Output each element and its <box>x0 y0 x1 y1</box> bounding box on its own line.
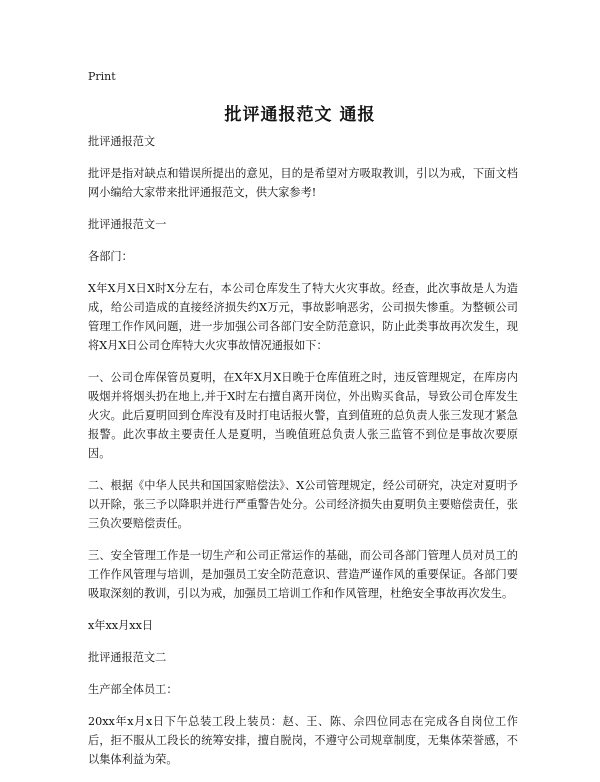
paragraph-point-one: 一、公司仓库保管员夏明，在X年X月X日晚于仓库值班之时，违反管理规定，在库房内吸烟并将烟头扔在地上,并于X时左右擅自离开岗位，外出购买食品，导致公司仓库发生火灾。此后夏明回到仓库没有及时打电话报火警，直到值班的总负责人张三发现才紧急报警。此次事故主要责任人是夏明，当晚值班总负责人张三监管不到位是事故次要原因。 <box>88 371 518 460</box>
paragraph-date: x年xx月xx日 <box>88 619 154 632</box>
print-label: Print <box>88 70 116 83</box>
paragraph-sample-one-heading: 批评通报范文一 <box>88 218 167 231</box>
paragraph-intro: 批评是指对缺点和错误所提出的意见，目的是希望对方吸取教训，引以为戒，下面文档网小编给大家带来批评通报范文，供大家参考! <box>88 167 518 199</box>
paragraph-point-three: 三、安全管理工作是一切生产和公司正常运作的基础，而公司各部门管理人员对员工的工作作风管理与培训，是加强员工安全防范意识、营造严谨作风的重要保证。各部门要吸取深刻的教训，引以为戒，加强员工培训工作和作风管理，杜绝安全事故再次发生。 <box>88 549 518 600</box>
page-title: 批评通报范文 通报 <box>224 105 376 125</box>
document-body <box>88 132 518 782</box>
paragraph-sample-two-heading: 批评通报范文二 <box>88 651 167 664</box>
paragraph-point-two: 二、根据《中华人民共和国国家赔偿法》、X公司管理规定，经公司研究，决定对夏明予以开除，张三予以降职并进行严重警告处分。公司经济损失由夏明负主要赔偿责任，张三负次要赔偿责任。 <box>88 479 518 530</box>
paragraph-heading: 批评通报范文 <box>88 135 156 148</box>
paragraph-salutation: 各部门： <box>88 250 133 263</box>
paragraph-incident: X年X月X日X时X分左右，本公司仓库发生了特大火灾事故。经查，此次事故是人为造成，给公司造成的直接经济损失约X万元，事故影响恶劣，公司损失惨重。为整顿公司管理工作作风问题，进一步加强公司各部门安全防范意识，防止此类事故再次发生，现将X月X日公司仓库特大火灾事故情况通报如下： <box>88 282 518 352</box>
paragraph-salutation-two: 生产部全体员工： <box>88 683 178 696</box>
paragraph-sample-two-body: 20xx年x月x日下午总装工段上装员：赵、王、陈、佘四位同志在完成各自岗位工作后，拒不服从工段长的统筹安排，擅自脱岗，不遵守公司规章制度，无集体荣誉感，不以集体利益为荣。 <box>88 715 518 766</box>
